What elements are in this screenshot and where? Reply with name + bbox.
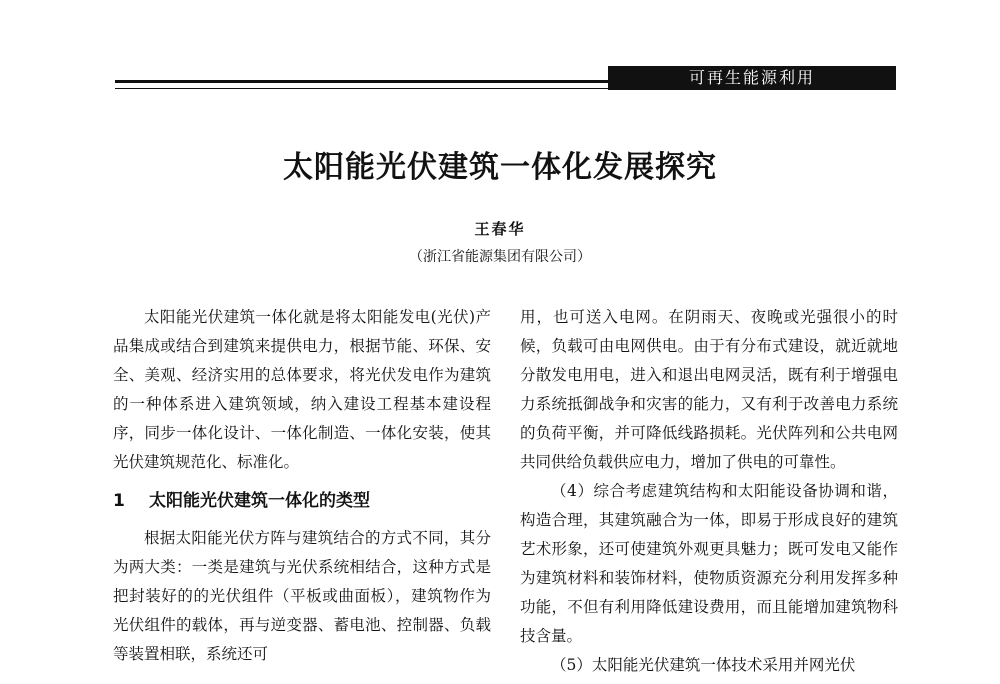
section-paragraph: 根据太阳能光伏方阵与建筑结合的方式不同，其分为两大类：一类是建筑与光伏系统相结合，这种方式是把封装好的的光伏组件（平板或曲面板），建筑物作为光伏组件的载体，再与逆变器、蓄电池、控制器、负载等装置相联，系统还可 [113,529,491,663]
left-column [113,303,491,669]
section-number: 1 [113,491,125,511]
section-title: 太阳能光伏建筑一体化的类型 [149,491,370,511]
header-rule-thin [115,88,608,89]
header-rule-thick [115,80,608,83]
author-affiliation: （浙江省能源集团有限公司） [409,249,591,265]
section-heading [113,486,491,516]
item-4-paragraph: （4）综合考虑建筑结构和太阳能设备协调和谐，构造合理，其建筑融合为一体，即易于形成良好的建筑艺术形象，还可使建筑外观更具魅力；既可发电又能作为建筑材料和装饰材料，使物质资源充分利用发挥多种功能，不但有利用降低建设费用，而且能增加建筑物科技含量。 [520,482,898,645]
author-name: 王春华 [474,220,526,238]
right-column [520,303,898,680]
intro-paragraph: 太阳能光伏建筑一体化就是将太阳能发电(光伏)产品集成或结合到建筑来提供电力，根据节能、环保、安全、美观、经济实用的总体要求，将光伏发电作为建筑的一种体系进入建筑领域，纳入建设工程基本建设程序，同步一体化设计、一体化制造、一体化安装，使其光伏建筑规范化、标准化。 [113,308,491,471]
article-title: 太阳能光伏建筑一体化发展探究 [283,150,717,185]
item-5-paragraph: （5）太阳能光伏建筑一体技术采用并网光伏 [551,656,856,674]
section-label: 可再生能源利用 [608,66,896,90]
continued-paragraph: 用，也可送入电网。在阴雨天、夜晚或光强很小的时候，负载可由电网供电。由于有分布式建设，就近就地分散发电用电，进入和退出电网灵活，既有利于增强电力系统抵御战争和灾害的能力，又有利于改善电力系统的负荷平衡，并可降低线路损耗。光伏阵列和公共电网共同供给负载供应电力，增加了供电的可靠性。 [520,308,898,471]
